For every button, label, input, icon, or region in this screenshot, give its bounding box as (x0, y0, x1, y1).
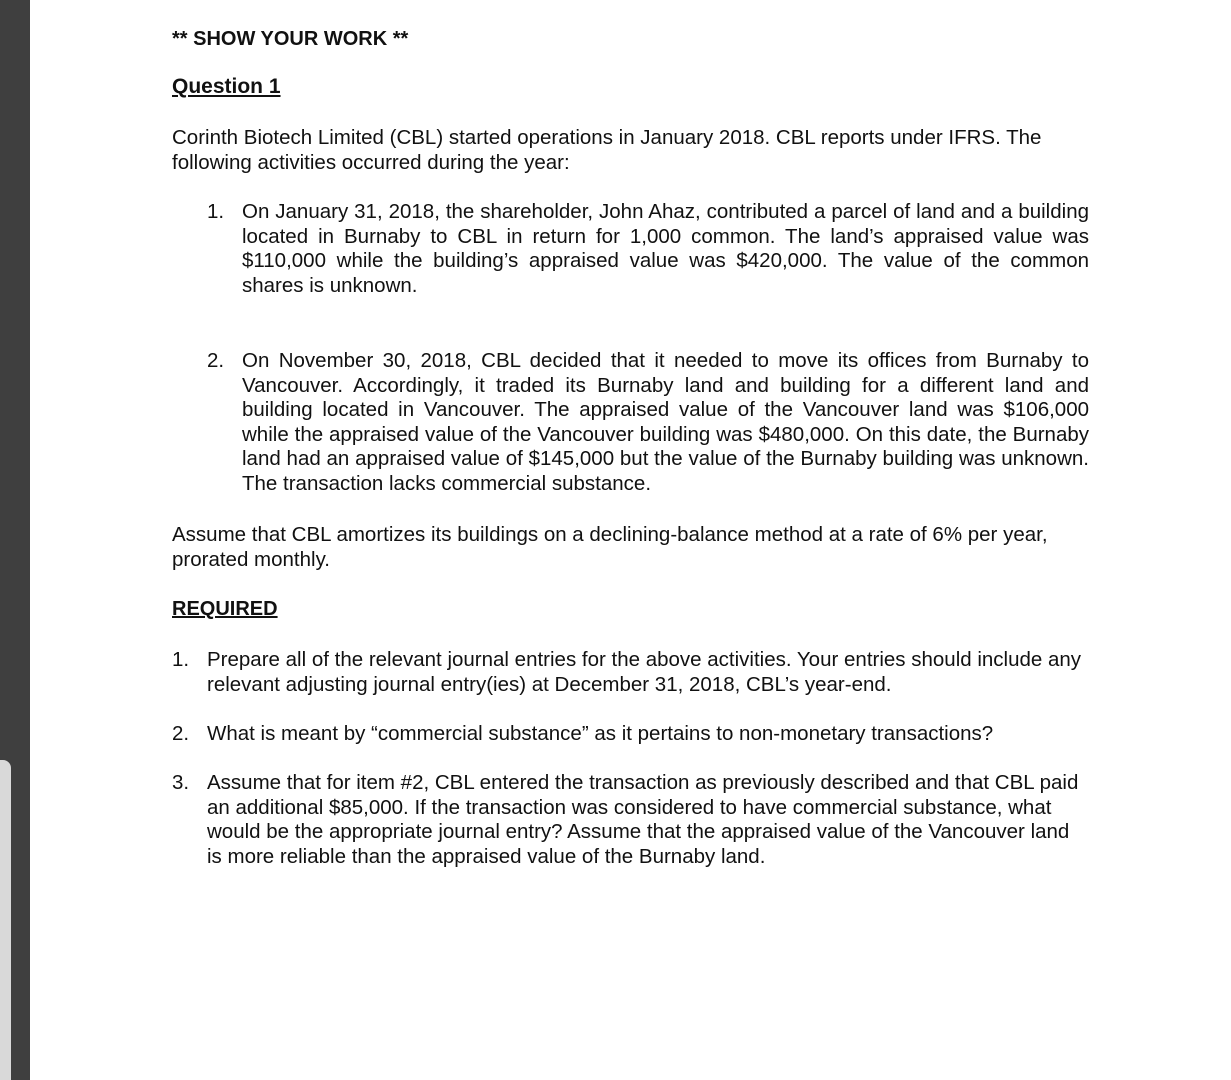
question-title: Question 1 (172, 75, 281, 98)
document-page (30, 0, 1231, 1080)
required-heading: REQUIRED (172, 598, 278, 620)
side-panel-handle[interactable] (0, 760, 11, 1080)
activity-text: On January 31, 2018, the shareholder, John Ahaz, contributed a parcel of land and a building located in Burnaby to CBL in return for 1,000 common. The land’s appraised value was $110,000 while the building’s appraised value was $420,000. The value of the common shares is unknown. (242, 200, 1089, 297)
activity-number: 2. (207, 349, 225, 372)
required-text: What is meant by “commercial substance” as it pertains to non-monetary transactions? (207, 722, 994, 745)
required-number: 1. (172, 648, 190, 671)
show-work-note: ** SHOW YOUR WORK ** (172, 28, 409, 50)
activity-number: 1. (207, 200, 225, 223)
required-number: 3. (172, 771, 190, 794)
required-text: Assume that for item #2, CBL entered the transaction as previously described and that CBL paid an additional $85,000. If the transaction was considered to have commercial substance, what would be the appropriate journal entry? Assume that the appraised value of the Vancouver land is more reliable than the appraised value of the Burnaby land. (207, 771, 1079, 868)
required-text: Prepare all of the relevant journal entries for the above activities. Your entries should include any relevant adjusting journal entry(ies) at December 31, 2018, CBL’s year-end. (207, 648, 1082, 696)
intro-paragraph: Corinth Biotech Limited (CBL) started operations in January 2018. CBL reports under IFRS. The following activities occurred during the year: (172, 126, 1042, 174)
required-number: 2. (172, 722, 190, 745)
assumption-paragraph: Assume that CBL amortizes its buildings on a declining-balance method at a rate of 6% per year, prorated monthly. (172, 523, 1048, 571)
activity-text: On November 30, 2018, CBL decided that it needed to move its offices from Burnaby to Vancouver. Accordingly, it traded its Burnaby land and building for a different land and building located in Vancouver. The appraised value of the Vancouver land was $106,000 while the appraised value of the Vancouver building was $480,000. On this date, the Burnaby land had an appraised value of $145,000 but the value of the Burnaby building was unknown. The transaction lacks commercial substance. (242, 349, 1089, 495)
